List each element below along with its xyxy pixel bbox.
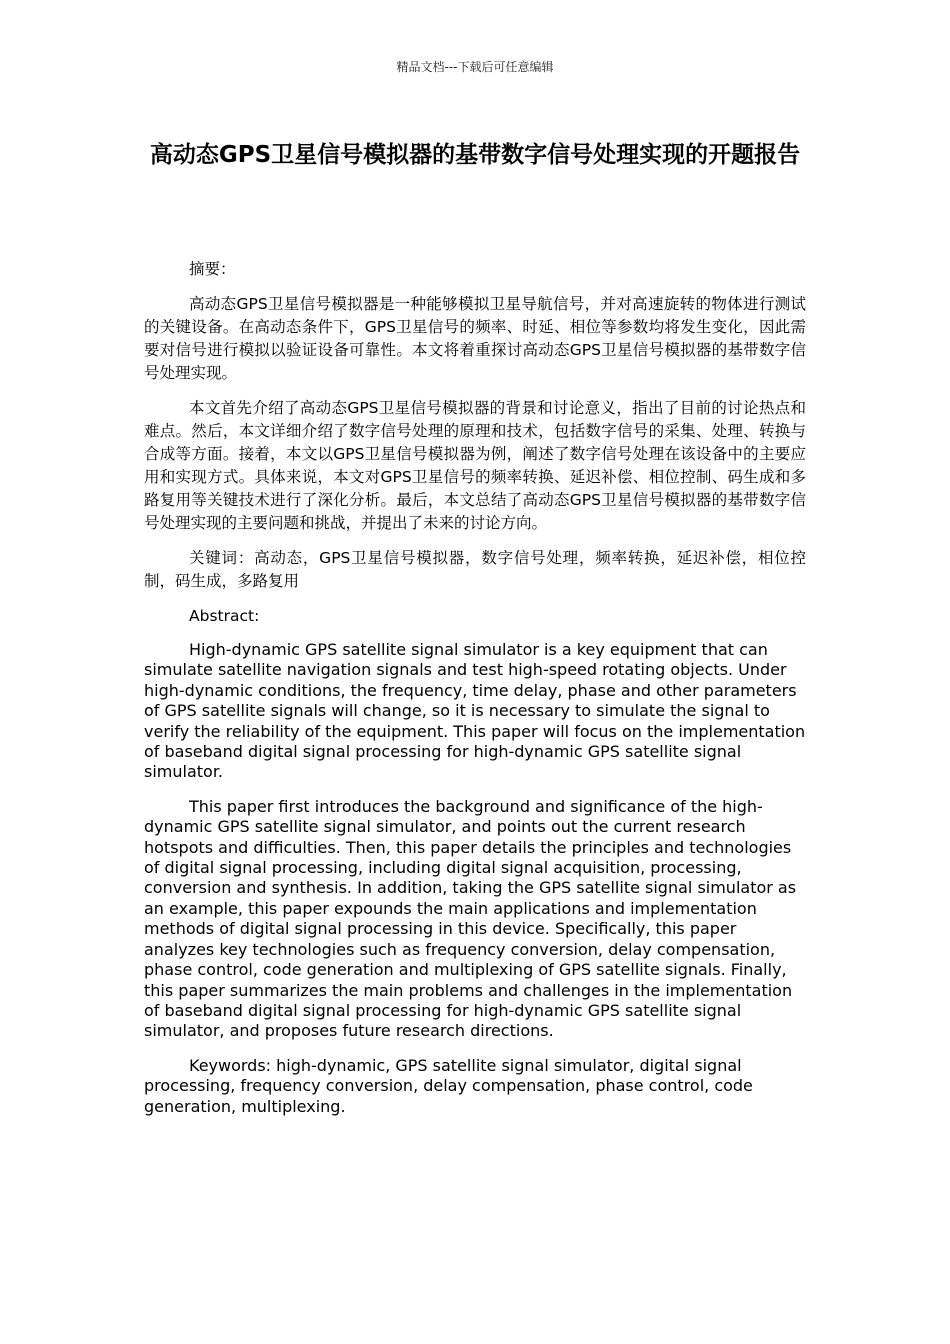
cn-abstract-paragraph-2: 本文首先介绍了高动态GPS卫星信号模拟器的背景和讨论意义，指出了目前的讨论热点和难点。然后，本文详细介绍了数字信号处理的原理和技术，包括数字信号的采集、处理、转换与合成等方面。接着，本文以GPS卫星信号模拟器为例，阐述了数字信号处理在该设备中的主要应用和实现方式。具体来说，本文对GPS卫星信号的频率转换、延迟补偿、相位控制、码生成和多路复用等关键技术进行了深化分析。最后，本文总结了高动态GPS卫星信号模拟器的基带数字信号处理实现的主要问题和挑战，并提出了未来的讨论方向。	[144, 399, 806, 532]
cn-abstract-paragraph-1: 高动态GPS卫星信号模拟器是一种能够模拟卫星导航信号，并对高速旋转的物体进行测试的关键设备。在高动态条件下，GPS卫星信号的频率、时延、相位等参数均将发生变化，因此需要对信号进行模拟以验证设备可靠性。本文将着重探讨高动态GPS卫星信号模拟器的基带数字信号处理实现。	[144, 295, 806, 382]
en-abstract-paragraph-1: High-dynamic GPS satellite signal simulator is a key equipment that can simulate satellite navigation signals and test high-speed rotating objects. Under high-dynamic conditions, the frequency, time delay, phase and other parameters of GPS satellite signals will change, so it is necessary to simulate the signal to verify the reliability of the equipment. This paper will focus on the implementation of baseband digital signal processing for high-dynamic GPS satellite signal simulator.	[144, 640, 806, 782]
en-abstract-label: Abstract:	[189, 607, 260, 625]
header-note: 精品文档---下载后可任意编辑	[396, 60, 554, 74]
cn-keywords: 关键词：高动态，GPS卫星信号模拟器，数字信号处理，频率转换，延迟补偿，相位控制，码生成，多路复用	[144, 549, 806, 590]
document-title: 高动态GPS卫星信号模拟器的基带数字信号处理实现的开题报告	[149, 142, 801, 168]
cn-abstract-label: 摘要：	[189, 260, 236, 278]
en-keywords: Keywords: high-dynamic, GPS satellite signal simulator, digital signal processing, frequency conversion, delay compensation, phase control, code generation, multiplexing.	[144, 1055, 753, 1116]
document-body	[144, 258, 806, 1131]
en-abstract-paragraph-2: This paper first introduces the background and significance of the high-dynamic GPS satellite signal simulator, and points out the current research hotspots and difficulties. Then, this paper details the principles and technologies of digital signal processing, including digital signal acquisition, processing, conversion and synthesis. In addition, taking the GPS satellite signal simulator as an example, this paper expounds the main applications and implementation methods of digital signal processing in this device. Specifically, this paper analyzes key technologies such as frequency conversion, delay compensation, phase control, code generation and multiplexing of GPS satellite signals. Finally, this paper summarizes the main problems and challenges in the implementation of baseband digital signal processing for high-dynamic GPS satellite signal simulator, and proposes future research directions.	[144, 796, 797, 1041]
